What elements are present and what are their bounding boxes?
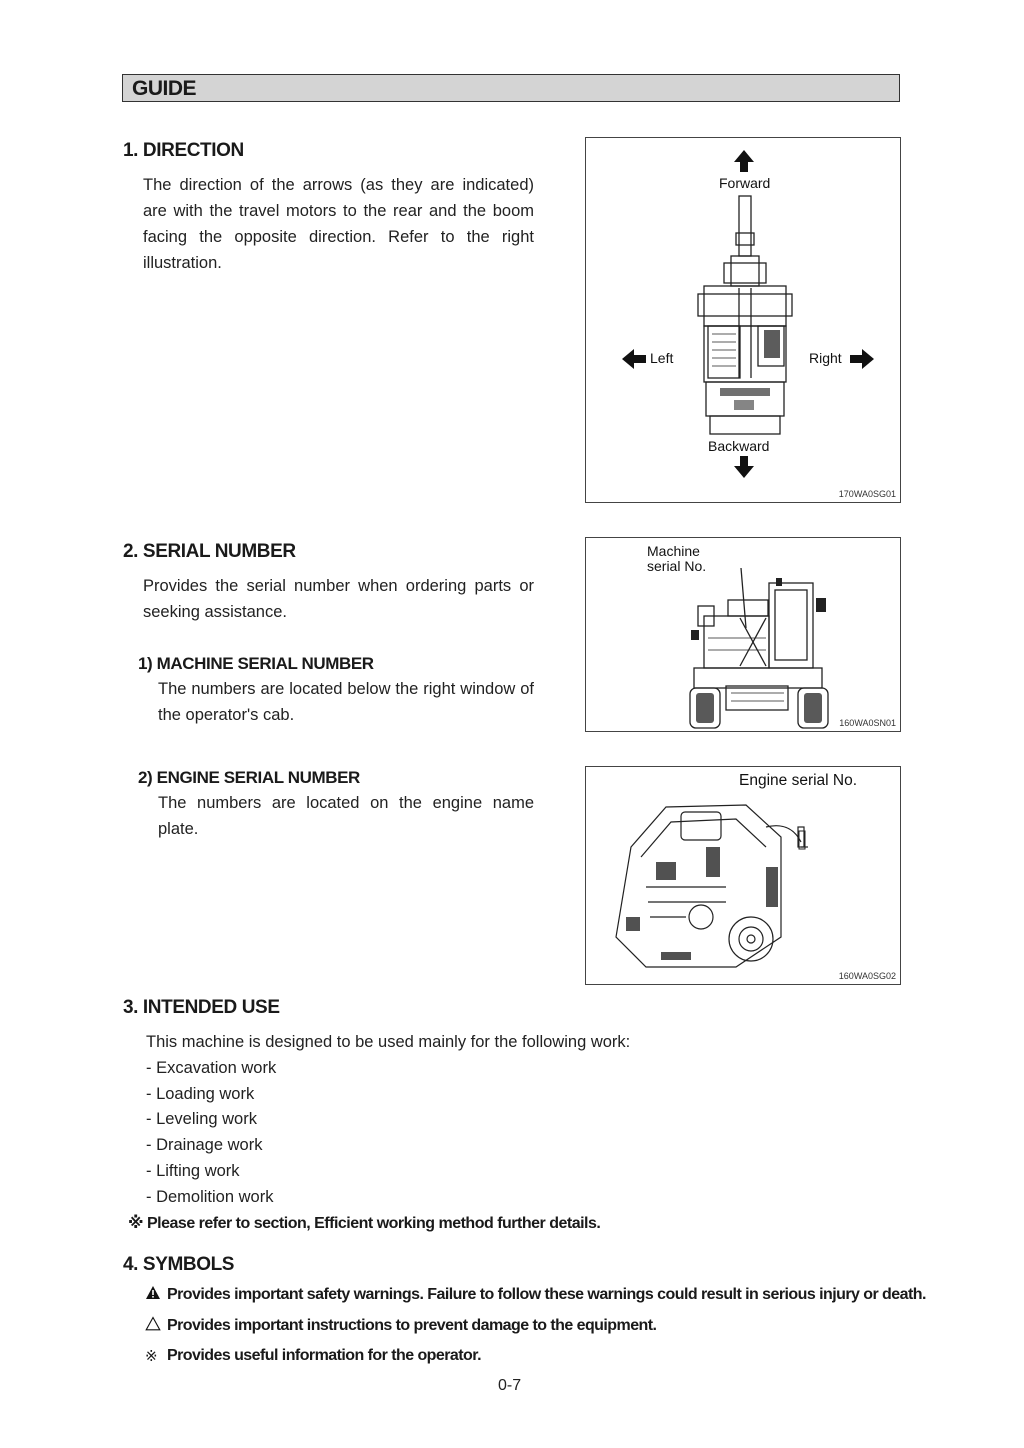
list-item: - Demolition work <box>146 1187 274 1206</box>
symbol-row-info <box>145 1347 481 1365</box>
engine-illustration <box>586 767 902 986</box>
intended-use-intro: This machine is designed to be used mainly for the following work: <box>146 1033 631 1051</box>
symbol-caution-text: Provides important instructions to prevent damage to the equipment. <box>167 1317 657 1334</box>
list-item: - Loading work <box>146 1084 255 1103</box>
guide-title: GUIDE <box>132 77 197 100</box>
symbol-row-caution <box>145 1316 656 1336</box>
direction-figure <box>585 137 901 503</box>
engine-serial-text: The numbers are located on the engine name plate. <box>158 794 534 838</box>
figure-code: 160WA0SN01 <box>839 718 896 728</box>
caution-triangle-icon <box>145 1316 167 1336</box>
intended-use-note: ※ Please refer to section, Efficient working method further details. <box>128 1215 601 1232</box>
list-item: - Drainage work <box>146 1136 263 1155</box>
engine-serial-figure <box>585 766 901 985</box>
list-item: - Leveling work <box>146 1110 257 1129</box>
forward-arrow-icon <box>734 150 754 172</box>
page-number: 0-7 <box>498 1377 522 1394</box>
backward-label: Backward <box>708 438 770 454</box>
list-item: - Lifting work <box>146 1161 240 1180</box>
list-item: - Excavation work <box>146 1058 277 1077</box>
forward-label: Forward <box>719 175 771 191</box>
symbol-warning-text: Provides important safety warnings. Failure to follow these warnings could result in serious injury or death. <box>167 1286 926 1303</box>
intended-use-heading: 3. INTENDED USE <box>123 997 280 1018</box>
machine-serial-figure <box>585 537 901 732</box>
left-label: Left <box>650 350 674 366</box>
serial-heading: 2. SERIAL NUMBER <box>123 541 296 562</box>
direction-heading: 1. DIRECTION <box>123 140 244 161</box>
guide-header-bar <box>122 74 900 102</box>
backward-arrow-icon <box>734 456 754 478</box>
figure-code: 170WA0SG01 <box>838 489 896 499</box>
serial-text: Provides the serial number when ordering parts or seeking assistance. <box>143 577 534 621</box>
figure-code: 160WA0SG02 <box>838 971 896 981</box>
right-arrow-icon <box>850 349 874 369</box>
reference-mark-icon: ※ <box>145 1348 158 1365</box>
warning-triangle-icon <box>145 1285 167 1305</box>
excavator-front-view-illustration <box>586 538 902 733</box>
direction-text: The direction of the arrows (as they are indicated) are with the travel motors to the rear and the boom facing the opposite direction. Refer to the right illustration. <box>143 176 534 272</box>
machine-serial-text: The numbers are located below the right window of the operator's cab. <box>158 680 534 724</box>
engine-serial-label: Engine serial No. <box>739 772 858 789</box>
machine-serial-label: Machine serial No. <box>647 543 707 574</box>
symbol-row-warning <box>145 1285 926 1305</box>
intended-use-list <box>146 1030 630 1211</box>
machine-serial-heading: 1) MACHINE SERIAL NUMBER <box>138 654 374 673</box>
right-label: Right <box>809 350 842 366</box>
symbol-info-text: Provides useful information for the operator. <box>167 1347 481 1364</box>
engine-serial-heading: 2) ENGINE SERIAL NUMBER <box>138 768 360 787</box>
left-arrow-icon <box>622 349 646 369</box>
symbols-heading: 4. SYMBOLS <box>123 1254 235 1275</box>
